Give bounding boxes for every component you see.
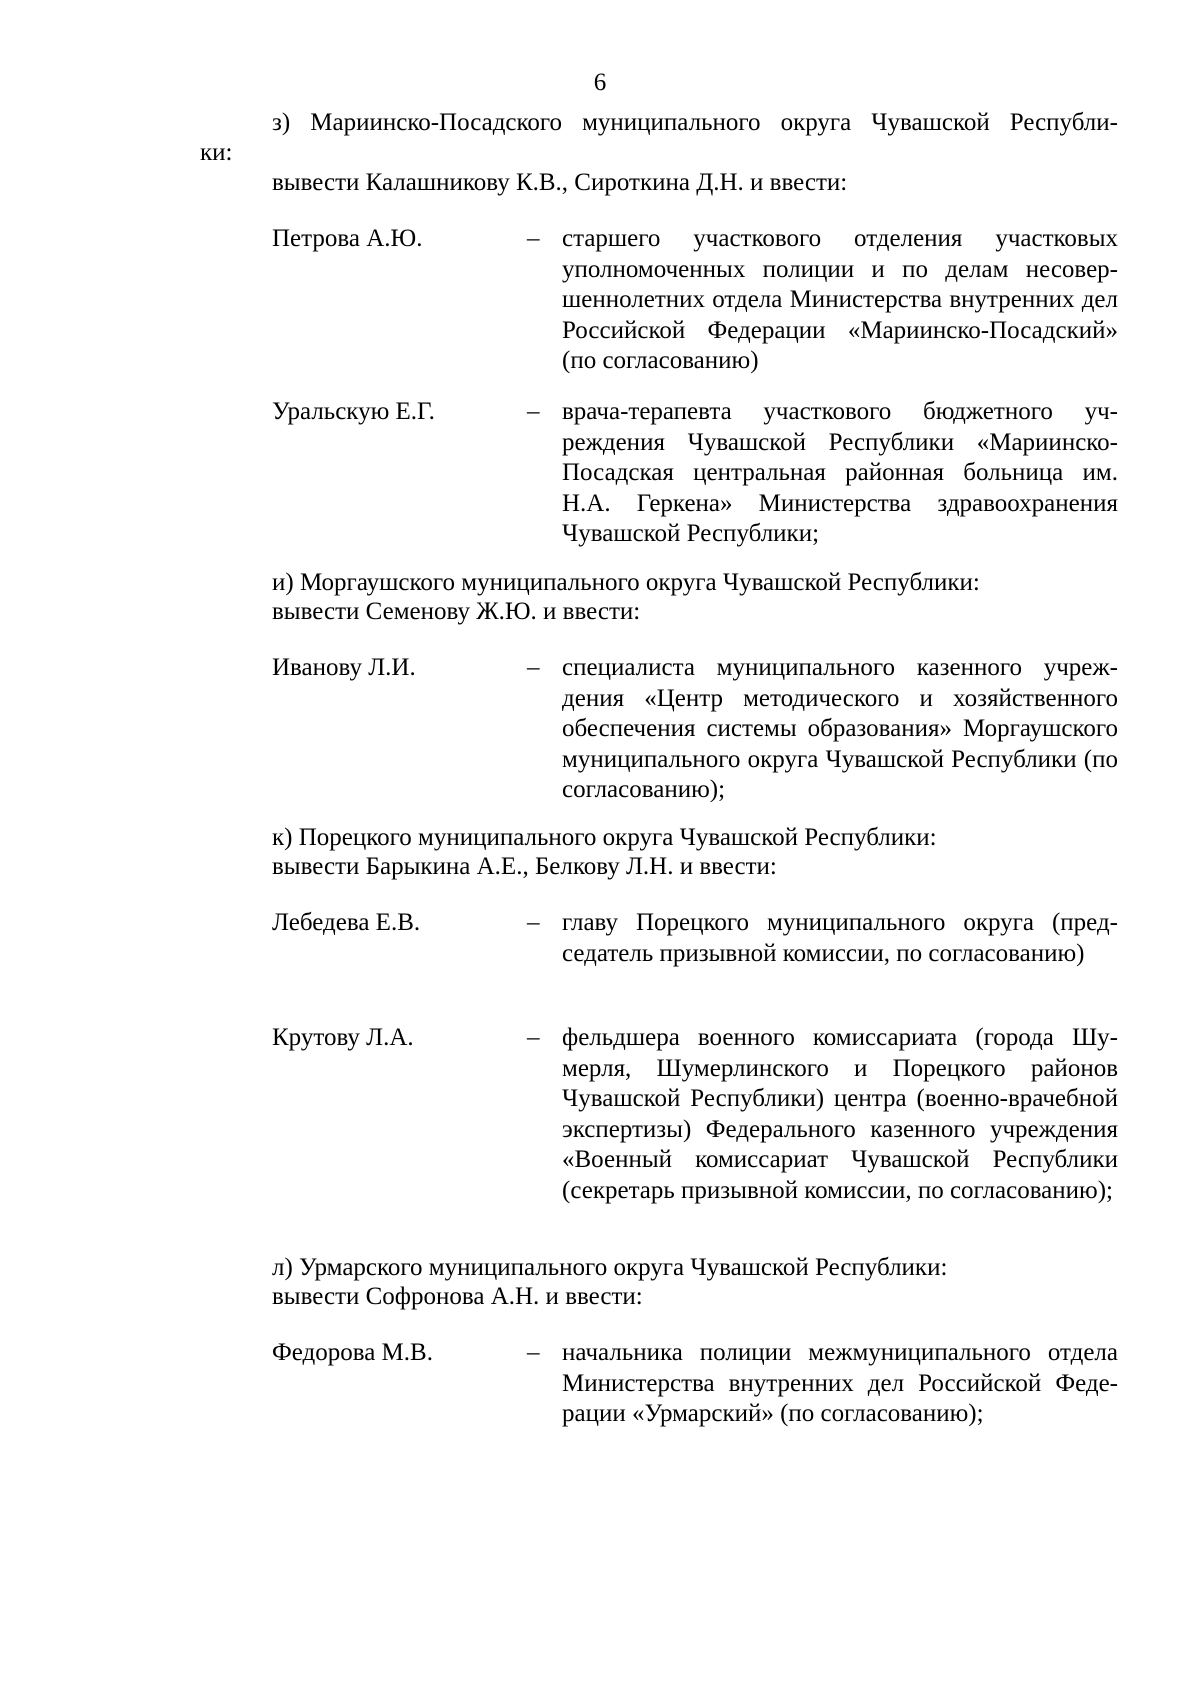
entry-dash: –: [527, 1024, 540, 1051]
entry-lebedeva: [272, 908, 1118, 969]
entry-description: старшего участкового отделения участковых уполномоченных полиции и по делам несовершеннолетних отдела Министерства внутренних дел Российской Федерации «Мариинско-Посадский» (по согласованию): [562, 225, 1118, 375]
entry-fedorov: [272, 1338, 1118, 1430]
entry-dash: –: [527, 654, 540, 681]
entry-dash: –: [527, 909, 540, 936]
section-k-instruction: вывести Барыкина А.Е., Белкову Л.Н. и ввести:: [272, 853, 777, 880]
section-i-instruction: вывести Семенову Ж.Ю. и ввести:: [272, 598, 641, 625]
entry-name: Лебедева Е.В.: [272, 909, 421, 936]
section-z-heading-continuation: ки:: [200, 139, 233, 166]
entry-description: специалиста муниципального казенного учреждения «Центр методического и хозяйственного обеспечения системы образования» Моргаушского муниципального округа Чувашской Республики (по согласованию);: [562, 654, 1118, 804]
entry-ivanova: [272, 653, 1118, 806]
entry-description: начальника полиции межмуниципального отдела Министерства внутренних дел Российской Федерации «Урмарский» (по согласованию);: [562, 1339, 1118, 1428]
entry-name: Иванову Л.И.: [272, 654, 416, 681]
entry-name: Уральскую Е.Г.: [272, 398, 435, 425]
entry-name: Петрова А.Ю.: [272, 225, 423, 252]
section-z-instruction: вывести Калашникову К.В., Сироткина Д.Н. и ввести:: [272, 169, 848, 196]
entry-dash: –: [527, 225, 540, 252]
entry-description: фельдшера военного комиссариата (города Шумерля, Шумерлинского и Порецкого районов Чувашской Республики) центра (военно-врачебной экспертизы) Федерального казенного учреждения «Военный комиссариат Чувашской Республики (секретарь призывной комиссии, по согласованию);: [562, 1024, 1118, 1204]
page-number: 6: [593, 69, 607, 96]
entry-dash: –: [527, 398, 540, 425]
entry-description: главу Порецкого муниципального округа (председатель призывной комиссии, по согласованию): [562, 909, 1118, 967]
entry-name: Федорова М.В.: [272, 1339, 433, 1366]
entry-krutova: [272, 1023, 1118, 1207]
section-z-heading: з) Мариинско-Посадского муниципального округа Чувашской Республи-: [272, 109, 1118, 136]
entry-uralskaya: [272, 397, 1118, 550]
section-k-heading: к) Порецкого муниципального округа Чувашской Республики:: [272, 824, 937, 851]
section-l-instruction: вывести Софронова А.Н. и ввести:: [272, 1283, 643, 1310]
entry-petrova: [272, 224, 1118, 377]
section-i-heading: и) Моргаушского муниципального округа Чувашской Республики:: [272, 569, 980, 596]
entry-dash: –: [527, 1339, 540, 1366]
entry-description: врача-терапевта участкового бюджетного учреждения Чувашской Республики «Мариинско-Посадская центральная районная больница им. Н.А. Геркена» Министерства здравоохранения Чувашской Республики;: [562, 398, 1118, 548]
entry-name: Крутову Л.А.: [272, 1024, 414, 1051]
section-l-heading: л) Урмарского муниципального округа Чувашской Республики:: [272, 1254, 948, 1281]
